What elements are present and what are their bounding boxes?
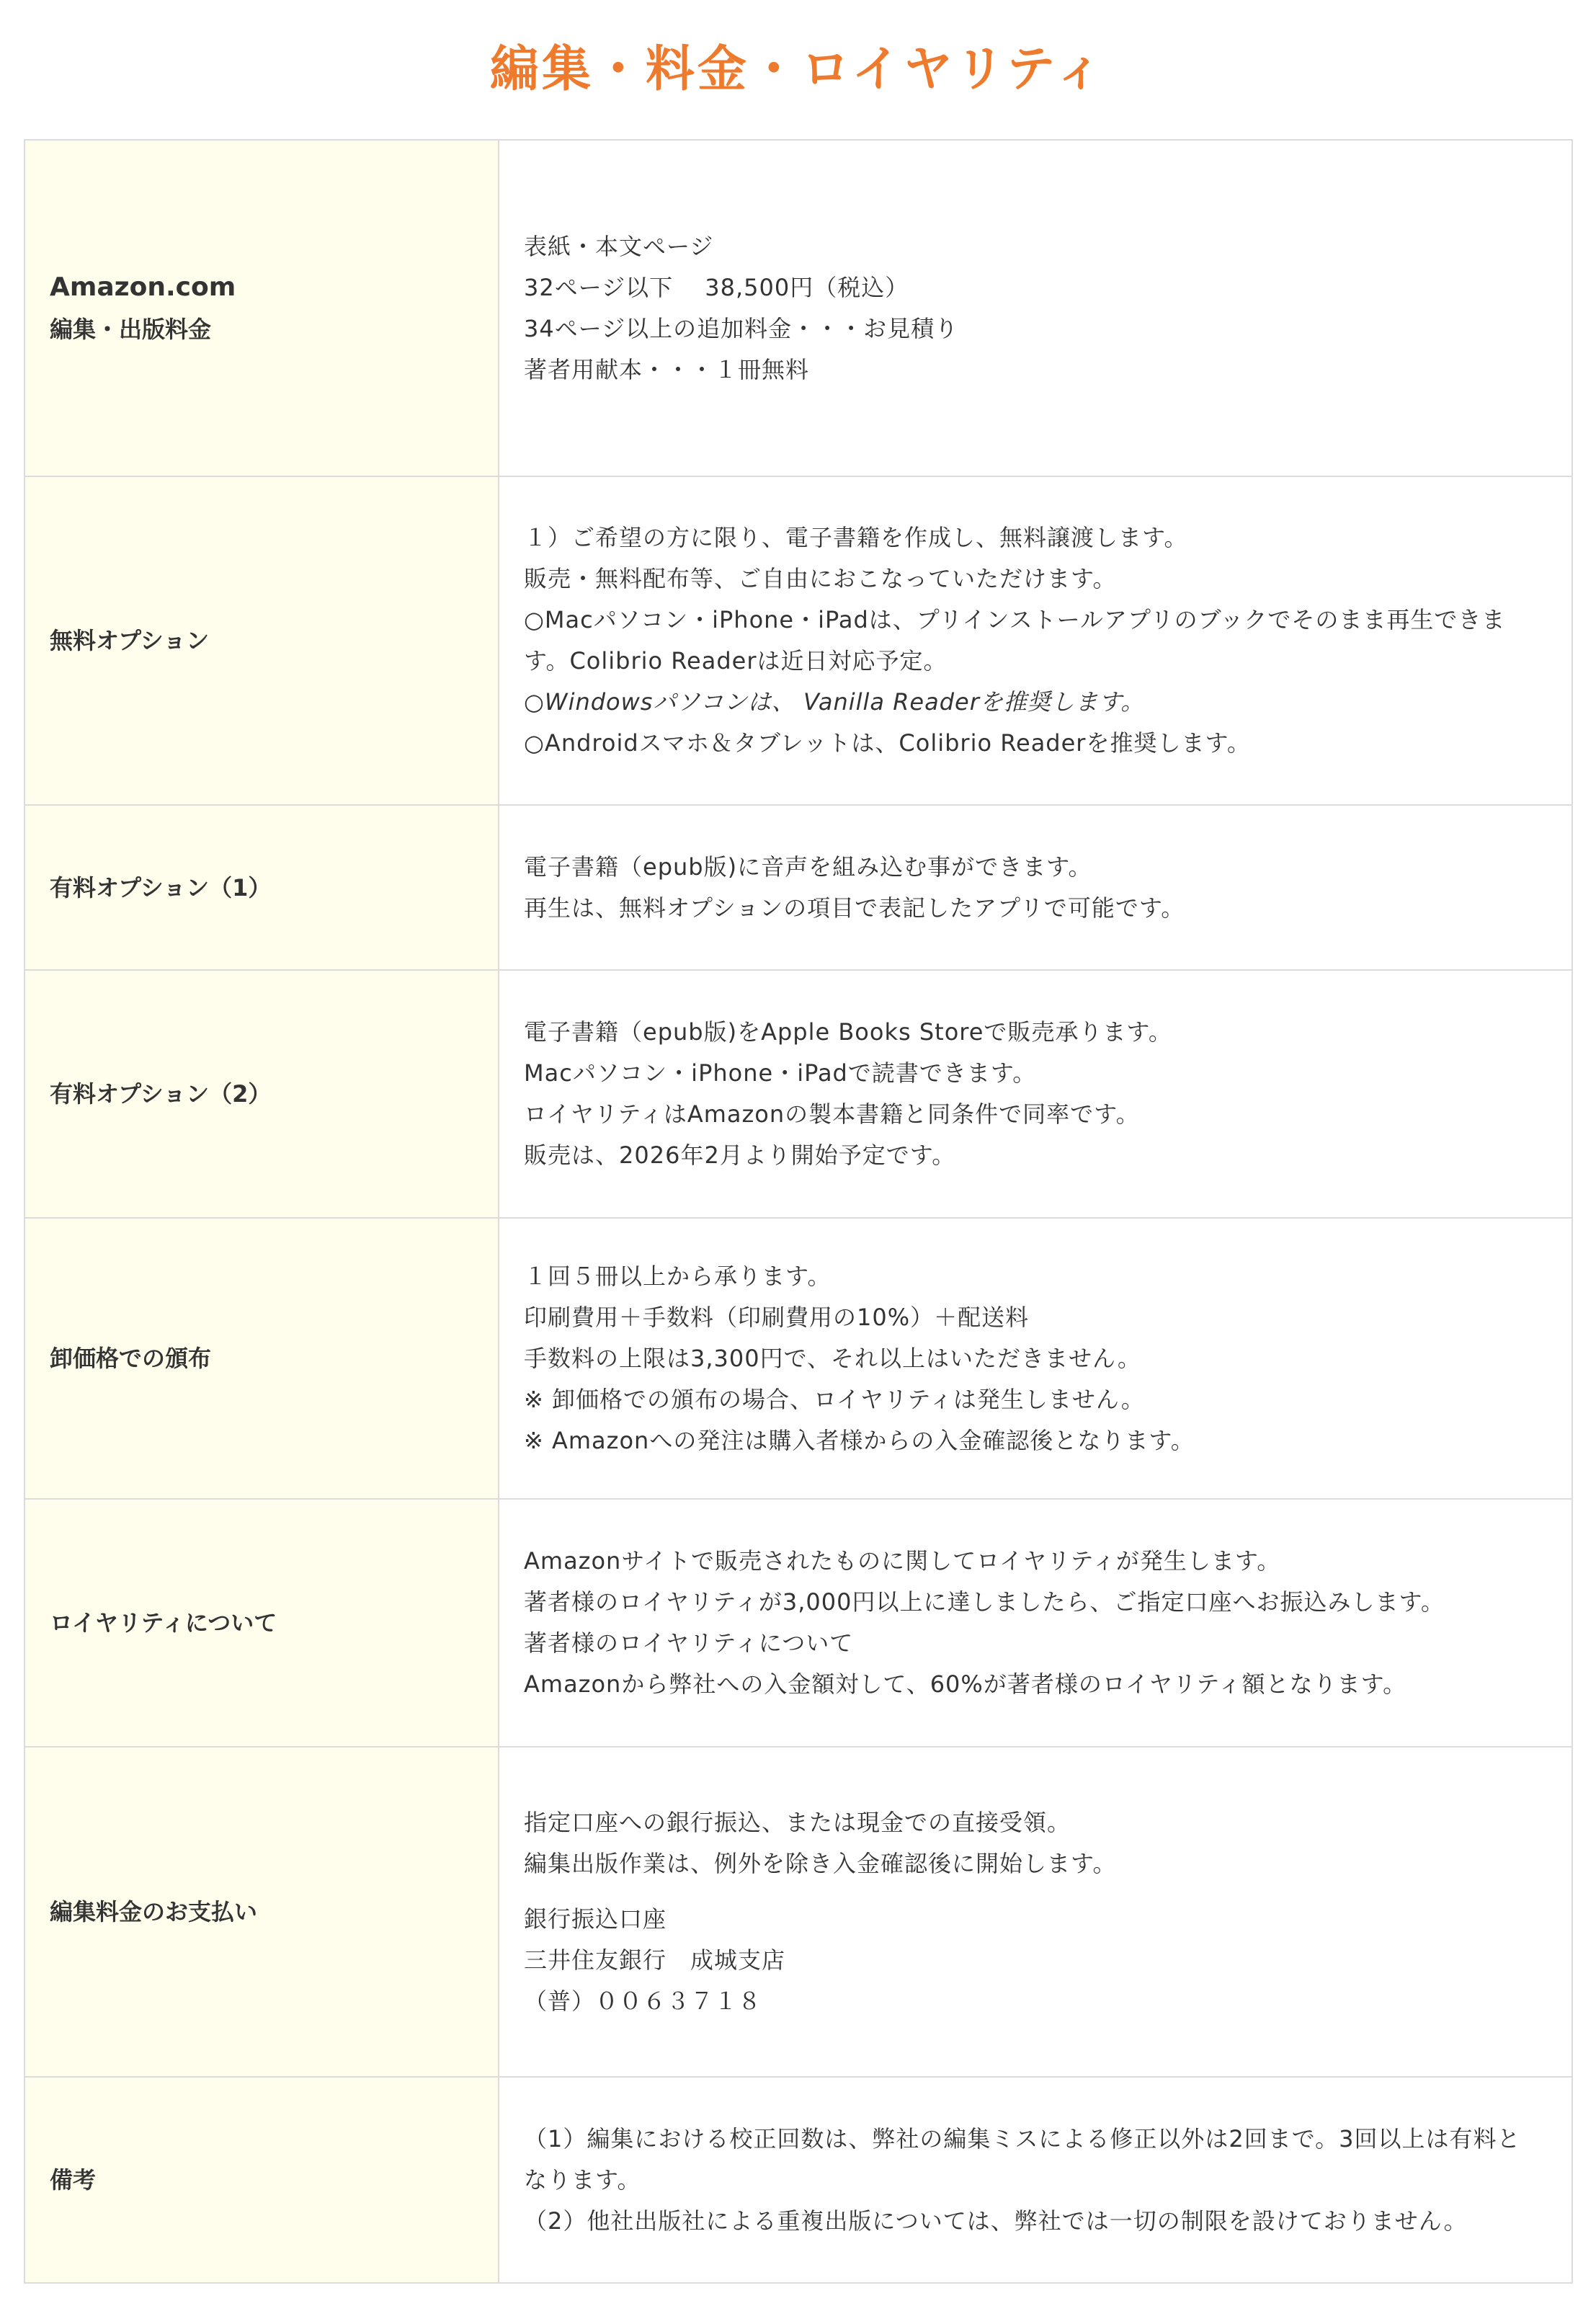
table-row <box>24 805 1572 970</box>
fee-table <box>24 139 1573 2284</box>
bank-line: 銀行振込口座 <box>524 1905 667 1933</box>
content-line: Amazonサイトで販売されたものに関してロイヤリティが発生します。 <box>524 1547 1281 1575</box>
row-content-wholesale <box>499 1218 1572 1499</box>
content-line: 著者様のロイヤリティについて <box>524 1629 854 1657</box>
row-content-royalty <box>499 1499 1572 1747</box>
content-line: 再生は、無料オプションの項目で表記したアプリで可能です。 <box>524 894 1185 922</box>
row-label-wholesale: 卸価格での頒布 <box>24 1218 499 1499</box>
row-label-line: 編集・出版料金 <box>50 315 212 343</box>
table-row <box>24 1499 1572 1747</box>
table-row <box>24 1747 1572 2077</box>
table-row <box>24 140 1572 476</box>
content-line: １）ご希望の方に限り、電子書籍を作成し、無料譲渡します。 <box>524 524 1188 551</box>
page-title: 編集・料金・ロイヤリティ <box>489 41 1107 98</box>
content-line: ※ 卸価格での頒布の場合、ロイヤリティは発生しません。 <box>524 1385 1145 1413</box>
row-content-free-option <box>499 476 1572 805</box>
content-line: Amazonから弊社への入金額対して、60%が著者様のロイヤリティ額となります。 <box>524 1670 1407 1698</box>
content-line: ※ Amazonへの発注は購入者様からの入金確認後となります。 <box>524 1426 1195 1454</box>
content-line: ロイヤリティはAmazonの製本書籍と同条件で同率です。 <box>524 1100 1140 1128</box>
content-line: （2）他社出版社による重複出版については、弊社では一切の制限を設けておりません。 <box>524 2207 1468 2235</box>
content-line: ○Macパソコン・iPhone・iPadは、プリインストールアプリのブックでそのまま再生できます。Colibrio Readerは近日対応予定。 <box>524 606 1506 675</box>
content-line: 指定口座への銀行振込、または現金での直接受領。 <box>524 1808 1071 1836</box>
content-line: ○Windowsパソコンは、 Vanilla Readerを推奨します。 <box>524 688 1145 716</box>
content-line: ○Androidスマホ＆タブレットは、Colibrio Readerを推奨します。 <box>524 729 1251 757</box>
row-label-line: Amazon.com <box>50 272 236 302</box>
row-label-paid-option-1: 有料オプション（1） <box>24 805 499 970</box>
row-label-free-option: 無料オプション <box>24 476 499 805</box>
table-row <box>24 970 1572 1218</box>
content-line: 表紙・本文ページ <box>524 232 714 260</box>
content-line: 販売は、2026年2月より開始予定です。 <box>524 1141 956 1169</box>
bank-line: 三井住友銀行 成城支店 <box>524 1946 786 1974</box>
content-line: １回５冊以上から承ります。 <box>524 1262 832 1290</box>
row-label-payment: 編集料金のお支払い <box>24 1747 499 2077</box>
row-content-paid-option-2 <box>499 970 1572 1218</box>
row-label-publishing-fee <box>24 140 499 476</box>
row-label-royalty: ロイヤリティについて <box>24 1499 499 1747</box>
row-content-notes <box>499 2077 1572 2283</box>
content-line: 電子書籍（epub版)に音声を組み込む事ができます。 <box>524 852 1092 881</box>
content-line: 著者様のロイヤリティが3,000円以上に達しましたら、ご指定口座へお振込みします。 <box>524 1588 1445 1616</box>
table-row <box>24 2077 1572 2283</box>
content-line: 電子書籍（epub版)をApple Books Storeで販売承ります。 <box>524 1018 1172 1046</box>
row-content-payment <box>499 1747 1572 2077</box>
content-line: 著者用献本・・・１冊無料 <box>524 355 810 383</box>
row-content-paid-option-1 <box>499 805 1572 970</box>
table-row <box>24 476 1572 805</box>
content-line: 34ページ以上の追加料金・・・お見積り <box>524 314 959 342</box>
content-line: Macパソコン・iPhone・iPadで読書できます。 <box>524 1059 1037 1087</box>
content-line: 手数料の上限は3,300円で、それ以上はいただきません。 <box>524 1344 1141 1372</box>
content-line: 32ページ以下 38,500円（税込） <box>524 273 909 301</box>
content-line: 編集出版作業は、例外を除き入金確認後に開始します。 <box>524 1849 1117 1877</box>
content-line: （1）編集における校正回数は、弊社の編集ミスによる修正以外は2回まで。3回以上は有料となります。 <box>524 2124 1521 2194</box>
row-label-paid-option-2: 有料オプション（2） <box>24 970 499 1218</box>
content-line: 販売・無料配布等、ご自由におこなっていただけます。 <box>524 565 1117 592</box>
content-line: 印刷費用＋手数料（印刷費用の10%）＋配送料 <box>524 1303 1030 1331</box>
row-label-notes: 備考 <box>24 2077 499 2283</box>
table-row <box>24 1218 1572 1499</box>
spacer <box>524 1884 1543 1899</box>
bank-line: （普）００６３７１８ <box>524 1987 762 2015</box>
row-content-publishing-fee <box>499 140 1572 476</box>
